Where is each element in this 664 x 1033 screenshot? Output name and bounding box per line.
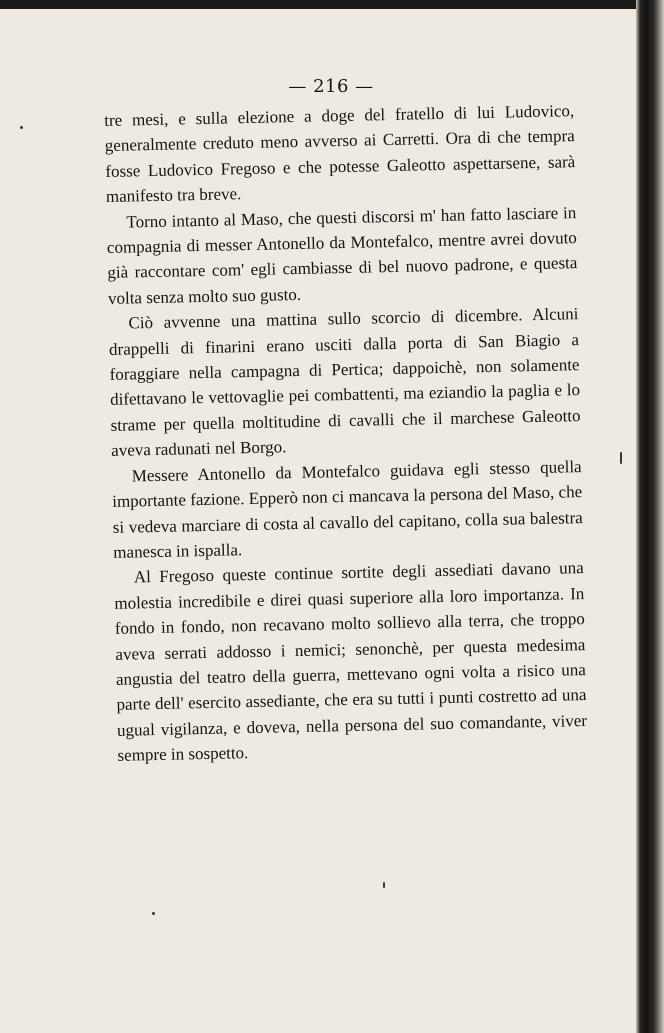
paragraph-4: Messere Antonello da Montefalco guidava egli stesso quella importante fazione. Epperò non ci mancava la persona del Maso, che si vedeva marciare di costa al cavallo del capitano, colla sua balestra manesca in ispalla. (112, 456, 583, 562)
paragraph-5: Al Fregoso queste continue sortite degli assediati davano una molestia incredibile e direi quasi superiore alla loro importanza. In fondo in fondo, non recavano molto sollievo alla terra, che troppo aveva serrati addosso i nemici; senonchè, per questa medesima angustia del teatro della guerra, mettevano ogni volta a risico una parte dell' esercito assediante, che era su tutti i punti costretto ad una ugual vigilanza, e doveva, nella persona del suo comandante, viver sempre in sospetto. (114, 558, 588, 766)
paper-speck (383, 882, 385, 888)
paper-speck (152, 912, 155, 915)
paragraph-2: Torno intanto al Maso, che questi discorsi m' han fatto lasciare in compagnia di messer Antonello da Montefalco, mentre avrei dovuto già raccontare com' egli cambiasse di bel nuovo padrone, e questa volta senza molto suo gusto. (106, 202, 578, 308)
scan-binding-edge (636, 0, 664, 1033)
page-number: — 216 — (288, 76, 374, 97)
body-text (104, 98, 588, 768)
paragraph-3: Ciò avvenne una mattina sullo scorcio di dicembre. Alcuni drappelli di finarini erano usciti dalla porta di San Biagio a foraggiare nella campagna di Pertica; dappoichè, non solamente difettavano le vettovaglie pei combattenti, ma eziandio la paglia e lo strame per quella moltitudine di cavalli che il marchese Galeotto aveva radunati nel Borgo. (108, 304, 581, 461)
scan-top-border (0, 0, 664, 9)
paragraph-1: tre mesi, e sulla elezione a doge del fratello di lui Ludovico, generalmente creduto meno avverso ai Carretti. Ora di che tempra fosse Ludovico Fregoso e che potesse Galeotto aspettarsene, sarà manifesto tra breve. (104, 101, 576, 207)
paper-speck (20, 126, 23, 129)
paper-speck (620, 452, 622, 464)
